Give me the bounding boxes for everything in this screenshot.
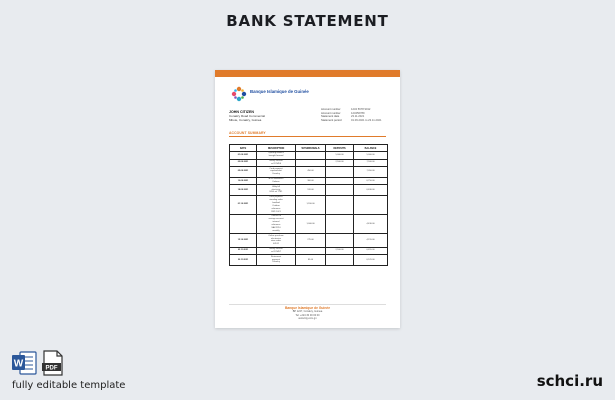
cell-date: 18.09.2021 [230,185,257,195]
holder-address-line1: Conakry Road Commercial [229,114,266,119]
statement-document [215,70,400,328]
cell-balance: 4,430.00 [366,222,375,225]
cell-description [257,215,296,233]
description-line: savings account [268,218,284,221]
table-row [230,167,387,178]
table-row [230,160,387,168]
table-row [230,178,387,186]
cell-withdrawal [296,248,326,255]
cell-deposit: 2,500.00 [326,248,354,255]
description-line: Salary transfer [269,159,283,162]
meta-value: 01.09.2021 to 23.11.2021 [351,118,382,122]
table-row [230,185,387,196]
description-line: electronics [271,237,281,240]
cell-withdrawal: 120.00 [296,185,326,195]
tagline: fully editable template [12,380,126,391]
account-holder [229,110,265,122]
pdf-icon-label: PDF [45,365,58,372]
cell-balance: 6,570.00 [366,258,375,261]
description-line: Online purchase [268,234,284,237]
cell-deposit: 2,500.00 [326,160,354,167]
description-line: Kaloum [272,180,280,183]
column-header: WITHDRAWALS [296,145,326,151]
cell-deposit [326,255,354,265]
description-line: Opening balance [268,152,284,155]
cell-withdrawal [296,152,326,159]
description-line: Utility bill [271,185,281,188]
cell-date: 01.10.2021 [230,196,257,214]
description-line: Conakry [272,173,280,176]
cell-date: 10.09.2021 [230,178,257,185]
footer-bank-name: Banque Islamique de Guinée [284,306,331,310]
column-header: DEPOSITS [326,145,354,151]
word-file-icon [12,351,37,375]
footer-line3: www.big.com.gn [298,317,317,321]
description-line: monthly [272,229,280,232]
description-line: Card payment [269,167,283,170]
cell-deposit [326,215,354,233]
cell-balance: 6,750.00 [366,179,375,182]
description-line: SAV-2210 [271,227,281,230]
description-line: Rent payment [269,196,283,199]
word-icon-letter: W [13,358,24,370]
footer-line1: BP 1247, Conakry, Guinea [292,310,323,314]
page-title: BANK STATEMENT [226,12,389,30]
meta-row [321,119,381,123]
description-line: Conakry [272,261,280,264]
description-line: landlord [272,201,280,204]
header-accent-bar [215,70,400,77]
cell-deposit: 5,000.00 [326,152,354,159]
cell-deposit [326,185,354,195]
document-footer [215,307,400,321]
meta-value: 123456789 [351,111,365,115]
table-row [230,196,387,215]
cell-description [257,167,296,177]
description-line: reference [271,207,281,210]
meta-value: 23.11.2021 [351,115,365,118]
cell-date: 15.10.2021 [230,234,257,246]
meta-value: 1234 5678 9012 [351,108,371,111]
transactions-table [229,144,388,266]
cell-date: 02.09.2021 [230,160,257,167]
meta-key: Account number [321,108,341,111]
description-line: payment [272,258,280,261]
pdf-file-icon [42,350,64,376]
table-row [230,248,387,256]
cell-description [257,185,296,195]
description-line: Salary transfer [269,248,283,251]
description-line: Transfer to [271,215,281,218]
description-line: ref 123456 [271,162,281,165]
cell-deposit [326,196,354,214]
holder-address-line2: Mbote, Conakry, Guinea [229,118,262,123]
cell-description [257,255,296,265]
account-summary-label: ACCOUNT SUMMARY [229,131,266,135]
cell-withdrawal: 450.00 [296,167,326,177]
cell-balance: 5,000.00 [366,153,375,156]
cell-date: 01.09.2021 [230,152,257,159]
cell-date: 02.11.2021 [230,248,257,255]
cell-description [257,234,296,246]
description-line: reference [271,224,281,227]
column-header: DATE [230,145,257,151]
table-row [230,234,387,247]
cell-balance: 7,500.00 [366,161,375,164]
cell-deposit [326,178,354,185]
bank-logo-icon [230,85,248,103]
cell-withdrawal: 1,200.00 [296,196,326,214]
statement-meta [321,108,381,122]
table-row [230,255,387,265]
table-header [230,145,387,152]
description-line: store order [270,240,282,243]
cell-withdrawal: 300.00 [296,178,326,185]
cell-date: 20.11.2021 [230,255,257,265]
holder-name: JOHN CITIZEN [229,110,254,114]
cell-balance: 6,630.00 [366,188,375,191]
brand-watermark: schci.ru [536,372,603,390]
description-line: Restaurant [270,255,282,258]
description-line: EDG ref 7781 [269,191,283,194]
cell-description [257,196,296,214]
cell-withdrawal: 1,000.00 [296,215,326,233]
cell-balance [354,196,387,214]
description-line: electricity [271,188,281,191]
description-line: supermarket [270,170,282,173]
description-line: internal [272,221,280,224]
cell-description [257,152,296,159]
cell-description [257,178,296,185]
footer-line2: Tel: +224 30 00 00 00 [295,313,320,317]
cell-withdrawal: 275.00 [296,234,326,246]
cell-withdrawal [296,160,326,167]
cell-date [230,215,257,233]
cell-date: 05.09.2021 [230,167,257,177]
description-line: ATM withdrawal [268,178,284,181]
table-row [230,215,387,234]
description-line: 44512 [273,243,279,246]
description-line: ref 123457 [271,250,281,253]
table-row [230,152,387,160]
cell-deposit [326,167,354,177]
cell-description [257,160,296,167]
bank-name: Banque Islamique de Guinée [250,89,309,94]
cell-balance: 4,155.00 [366,238,375,241]
description-line: RNT-1021 [271,210,281,213]
cell-deposit [326,234,354,246]
table-body [230,152,387,265]
meta-key: Statement date [321,115,340,118]
description-line: October [272,204,280,207]
column-header: BALANCE [364,146,377,150]
meta-key: Statement period [321,118,342,122]
cell-balance: 7,050.00 [366,170,375,173]
meta-key: Account number [321,111,341,115]
description-line: brought forward [268,155,284,158]
cell-balance: 6,655.00 [366,249,375,252]
cell-description [257,248,296,255]
cell-withdrawal: 85.00 [296,255,326,265]
summary-divider [229,136,386,137]
description-line: standing order [269,199,283,202]
column-header: DESCRIPTION [257,145,296,151]
